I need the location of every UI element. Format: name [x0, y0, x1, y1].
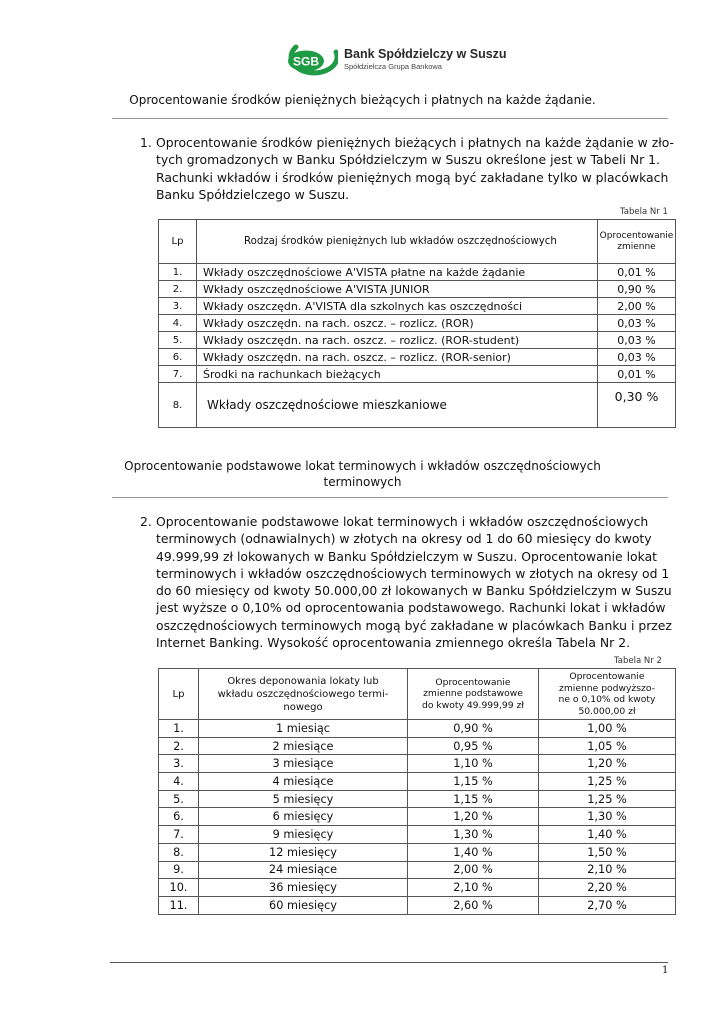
cell-kind: Wkłady oszczędn. na rach. oszcz. – rozlicz. (ROR-student) [197, 332, 598, 349]
cell-lp: 6. [159, 349, 197, 366]
cell-raised-rate: 1,30 % [539, 808, 676, 826]
cell-lp: 1. [159, 264, 197, 281]
paragraph-number: 1. [140, 135, 152, 150]
cell-lp: 2. [159, 737, 199, 755]
divider [112, 118, 668, 119]
cell-lp: 9. [159, 861, 199, 879]
table-row [159, 315, 676, 332]
table-header-row [159, 220, 676, 264]
cell-raised-rate: 1,00 % [539, 720, 676, 738]
paragraph-line: tych gromadzonych w Banku Spółdzielczym w Suszu określone jest w Tabeli Nr 1. [156, 152, 661, 168]
cell-period: 9 miesięcy [199, 826, 408, 844]
table-row [159, 896, 676, 914]
cell-base-rate: 2,00 % [408, 861, 539, 879]
cell-raised-rate: 2,70 % [539, 896, 676, 914]
cell-kind: Wkłady oszczędnościowe mieszkaniowe [197, 383, 598, 428]
table-row [159, 298, 676, 315]
cell-rate: 2,00 % [598, 298, 676, 315]
table-row [159, 332, 676, 349]
header-base-rate [408, 669, 539, 720]
paragraph-line: Banku Spółdzielczego w Suszu. [156, 186, 350, 202]
table-row [159, 383, 676, 428]
table-row [159, 790, 676, 808]
cell-period: 12 miesięcy [199, 843, 408, 861]
table-row [159, 861, 676, 879]
header-period-line: nowego [283, 701, 323, 713]
header-period [199, 669, 408, 720]
cell-base-rate: 0,95 % [408, 737, 539, 755]
paragraph-line: terminowych i wkładów oszczędnościowych terminowych w złotych na okresy od 1 [156, 565, 670, 581]
header-raised-line: Oprocentowanie [569, 671, 645, 682]
cell-lp: 8. [159, 383, 197, 428]
table2-label: Tabela Nr 2 [614, 656, 662, 666]
header-period-line: wkładu oszczędnościowego termi- [217, 688, 389, 700]
table-row [159, 755, 676, 773]
cell-rate: 0,30 % [598, 383, 676, 428]
cell-raised-rate: 2,20 % [539, 879, 676, 897]
sgb-logo-icon [276, 40, 338, 78]
cell-lp: 4. [159, 315, 197, 332]
cell-kind: Wkłady oszczędn. na rach. oszcz. – rozlicz. (ROR-senior) [197, 349, 598, 366]
header-raised-line: ne o 0,10% od kwoty [558, 694, 656, 705]
paragraph-line: do 60 miesięcy od kwoty 50.000,00 zł lokowanych w Banku Spółdzielczym w Suszu [156, 583, 672, 599]
cell-period: 24 miesiące [199, 861, 408, 879]
footer-divider [110, 962, 668, 963]
header-base-line: Oprocentowanie [435, 676, 511, 688]
table-2 [158, 668, 676, 915]
cell-period: 60 miesięcy [199, 896, 408, 914]
cell-raised-rate: 1,25 % [539, 790, 676, 808]
cell-raised-rate: 1,05 % [539, 737, 676, 755]
cell-base-rate: 1,10 % [408, 755, 539, 773]
cell-rate: 0,01 % [598, 264, 676, 281]
cell-rate: 0,90 % [598, 281, 676, 298]
cell-raised-rate: 2,10 % [539, 861, 676, 879]
header-lp: Lp [159, 669, 199, 720]
cell-lp: 5. [159, 790, 199, 808]
cell-lp: 11. [159, 896, 199, 914]
bank-name: Bank Spółdzielczy w Suszu [344, 46, 507, 61]
cell-kind: Wkłady oszczędnościowe A'VISTA płatne na każde żądanie [197, 264, 598, 281]
cell-raised-rate: 1,25 % [539, 773, 676, 791]
header-raised-line: zmienne podwyższo- [559, 682, 655, 694]
cell-lp: 2. [159, 281, 197, 298]
table-row [159, 737, 676, 755]
table-1 [158, 219, 676, 428]
cell-period: 36 miesięcy [199, 879, 408, 897]
cell-rate: 0,03 % [598, 349, 676, 366]
header-rate [598, 220, 676, 264]
cell-lp: 8. [159, 843, 199, 861]
table-row [159, 349, 676, 366]
table1-label: Tabela Nr 1 [620, 207, 668, 217]
paragraph-line: 49.999,99 zł lokowanych w Banku Spółdzielczym w Suszu. Oprocentowanie lokat [156, 548, 658, 564]
header-rate-line: zmienne [617, 241, 656, 252]
cell-lp: 1. [159, 720, 199, 738]
table-row [159, 366, 676, 383]
cell-kind: Wkłady oszczędn. A'VISTA dla szkolnych kas oszczędności [197, 298, 598, 315]
cell-lp: 5. [159, 332, 197, 349]
cell-raised-rate: 1,50 % [539, 843, 676, 861]
cell-base-rate: 2,10 % [408, 879, 539, 897]
cell-base-rate: 0,90 % [408, 720, 539, 738]
paragraph-line: Oprocentowanie podstawowe lokat terminowych i wkładów oszczędnościowych [156, 514, 649, 529]
cell-period: 4 miesiące [199, 773, 408, 791]
header-raised-rate [539, 669, 676, 720]
cell-raised-rate: 1,20 % [539, 755, 676, 773]
paragraph-line: terminowych (odnawialnych) w złotych na okresy od 1 do 60 miesięcy do kwoty [156, 531, 652, 547]
cell-rate: 0,01 % [598, 366, 676, 383]
cell-lp: 4. [159, 773, 199, 791]
section2-title [0, 458, 725, 490]
cell-base-rate: 2,60 % [408, 896, 539, 914]
section2-title-line: terminowych [323, 475, 402, 489]
cell-lp: 7. [159, 366, 197, 383]
cell-base-rate: 1,15 % [408, 773, 539, 791]
cell-base-rate: 1,30 % [408, 826, 539, 844]
cell-base-rate: 1,15 % [408, 790, 539, 808]
paragraph-line: oszczędnościowych terminowych mogą być zakładane w placówkach Banku i przez [156, 617, 672, 633]
section1-title: Oprocentowanie środków pieniężnych bieżących i płatnych na każde żądanie. [129, 93, 596, 107]
cell-kind: Wkłady oszczędnościowe A'VISTA JUNIOR [197, 281, 598, 298]
paragraph-line: jest wyższe o 0,10% od oprocentowania podstawowego. Rachunki lokat i wkładów [156, 600, 666, 616]
table-header-row [159, 669, 676, 720]
cell-base-rate: 1,40 % [408, 843, 539, 861]
paragraph-line: Internet Banking. Wysokość oprocentowania zmiennego określa Tabela Nr 2. [156, 635, 631, 651]
cell-base-rate: 1,20 % [408, 808, 539, 826]
divider [112, 497, 668, 498]
cell-lp: 10. [159, 879, 199, 897]
table-2-body [159, 720, 676, 915]
table-row [159, 808, 676, 826]
cell-lp: 3. [159, 298, 197, 315]
sgb-logo-letters: SGB [292, 54, 320, 69]
cell-period: 6 miesięcy [199, 808, 408, 826]
cell-lp: 6. [159, 808, 199, 826]
paragraph-number: 2. [140, 514, 152, 529]
table-row [159, 826, 676, 844]
bank-logo [276, 40, 507, 78]
cell-lp: 7. [159, 826, 199, 844]
page-number: 1 [662, 965, 669, 976]
cell-kind: Wkłady oszczędn. na rach. oszcz. – rozlicz. (ROR) [197, 315, 598, 332]
header-rate-line: Oprocentowanie [599, 230, 674, 241]
section2-title-line: Oprocentowanie podstawowe lokat terminowych i wkładów oszczędnościowych [124, 459, 601, 473]
table-row [159, 843, 676, 861]
table-row [159, 773, 676, 791]
header-period-line: Okres deponowania lokaty lub [227, 675, 379, 687]
cell-lp: 3. [159, 755, 199, 773]
table-row [159, 281, 676, 298]
cell-rate: 0,03 % [598, 332, 676, 349]
cell-raised-rate: 1,40 % [539, 826, 676, 844]
header-base-line: do kwoty 49.999,99 zł [422, 699, 524, 711]
cell-kind: Środki na rachunkach bieżących [197, 366, 598, 383]
table-row [159, 720, 676, 738]
header-base-line: zmienne podstawowe [423, 688, 523, 700]
table-row [159, 879, 676, 897]
cell-rate: 0,03 % [598, 315, 676, 332]
header-raised-line: 50.000,00 zł [578, 705, 636, 717]
paragraph-line: Rachunki wkładów i środków pieniężnych mogą być zakładane tylko w placówkach [156, 169, 669, 185]
header-lp: Lp [159, 220, 197, 264]
cell-period: 3 miesiące [199, 755, 408, 773]
header-kind: Rodzaj środków pieniężnych lub wkładów oszczędnościowych [197, 220, 598, 264]
table-row [159, 264, 676, 281]
cell-period: 5 miesięcy [199, 790, 408, 808]
bank-subtitle: Spółdzielcza Grupa Bankowa [344, 62, 442, 71]
cell-period: 1 miesiąc [199, 720, 408, 738]
paragraph-line: Oprocentowanie środków pieniężnych bieżących i płatnych na każde żądanie w zło- [156, 135, 675, 150]
cell-period: 2 miesiące [199, 737, 408, 755]
